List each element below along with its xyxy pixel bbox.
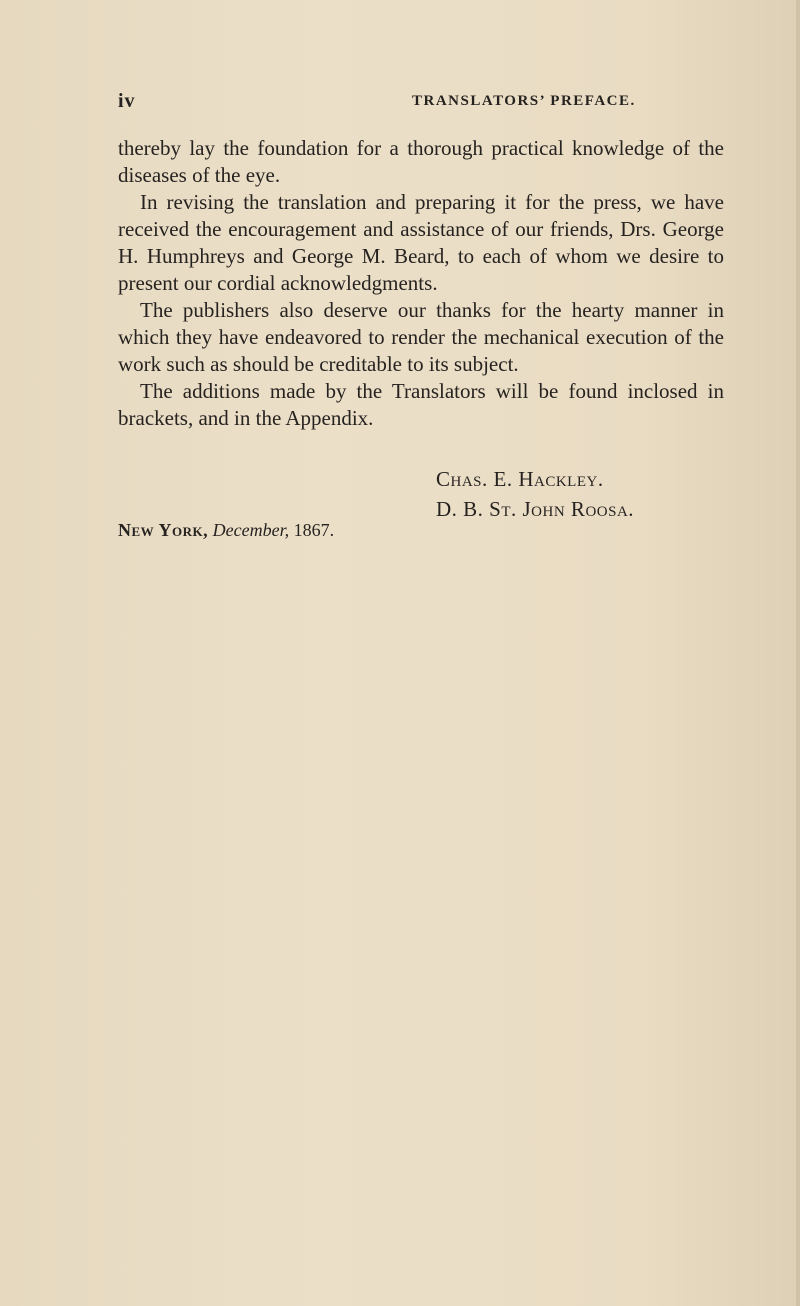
text-line: diseases of the eye.: [118, 163, 281, 187]
paragraph: [118, 135, 724, 189]
text-line: The additions made by the Translators will be found inclosed in: [140, 379, 724, 403]
text-line: In revising the translation and preparing it for the press, we have: [140, 190, 724, 214]
page-number: iv: [118, 90, 136, 112]
text-line: work such as should be creditable to its subject.: [118, 352, 519, 376]
paragraph: [118, 378, 724, 432]
month: December,: [212, 520, 290, 540]
text-line: which they have endeavored to render the mechanical execution of the: [118, 325, 724, 349]
signature-hackley: Chas. E. Hackley.: [436, 467, 604, 491]
text-line: brackets, and in the Appendix.: [118, 406, 374, 430]
body-text: [118, 135, 724, 432]
text-line: present our cordial acknowledgments.: [118, 271, 438, 295]
running-head: TRANSLATORS’ PREFACE.: [412, 93, 636, 109]
year: 1867.: [293, 520, 335, 540]
page-header: [118, 90, 724, 116]
text-line: thereby lay the foundation for a thorough practical knowledge of the: [118, 136, 724, 160]
paragraph: [118, 297, 724, 378]
text-line: H. Humphreys and George M. Beard, to each of whom we desire to: [118, 244, 724, 268]
signature-roosa: D. B. St. John Roosa.: [436, 497, 635, 521]
text-line: The publishers also deserve our thanks for the hearty manner in: [140, 298, 724, 322]
paragraph: [118, 189, 724, 297]
page-edge: [796, 0, 800, 1306]
place: New York,: [118, 520, 209, 540]
place-date: [118, 520, 334, 541]
text-line: received the encouragement and assistance of our friends, Drs. George: [118, 217, 724, 241]
